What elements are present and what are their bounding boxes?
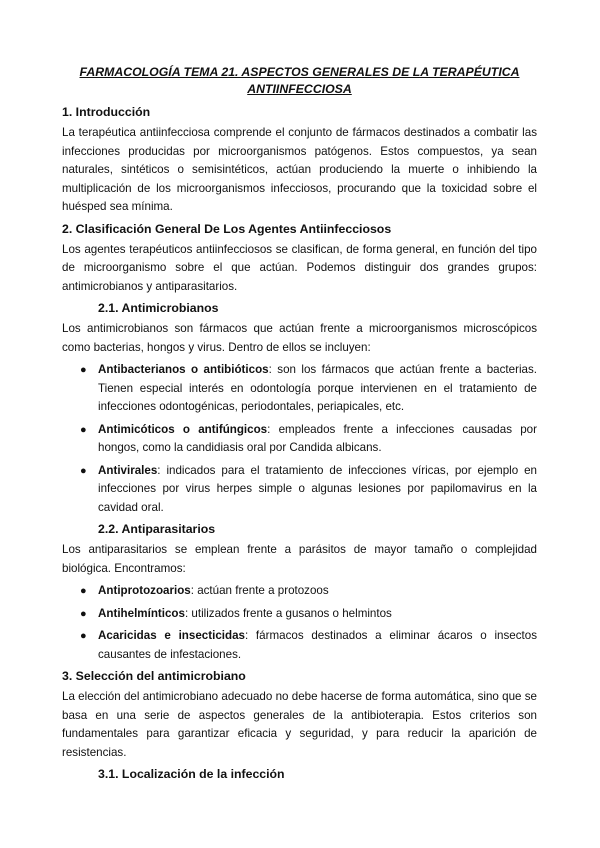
section-1-heading: 1. Introducción <box>62 105 151 119</box>
antimicrobial-list <box>62 361 537 517</box>
list-item <box>62 421 537 458</box>
list-item <box>62 361 537 417</box>
list-item-term: Antivirales <box>98 463 158 477</box>
list-item <box>62 605 537 624</box>
title-line-1: FARMACOLOGÍA TEMA 21. ASPECTOS GENERALES DE LA TERAPÉUTICA <box>79 65 520 79</box>
bullet-icon: ● <box>80 464 87 477</box>
list-item-desc: : actúan frente a protozoos <box>190 584 329 597</box>
list-item-desc: : fármacos destinados a eliminar ácaros o insectos causantes de infestaciones. <box>98 629 537 661</box>
list-item-term: Antimicóticos o antifúngicos <box>98 422 268 436</box>
list-item-desc: : empleados frente a infecciones causadas por hongos, como la candidiasis oral por Candida albicans. <box>98 422 537 454</box>
document-title <box>62 64 537 98</box>
list-item-desc: : utilizados frente a gusanos o helmintos <box>184 606 392 620</box>
section-2-paragraph: Los agentes terapéuticos antiinfecciosos se clasifican, de forma general, en función del tipo de microorganismo sobre el que actúan. Podemos distinguir dos grandes grupos: antimicrobianos y antiparasitarios. <box>62 242 537 293</box>
subsection-2-1-heading: 2.1. Antimicrobianos <box>98 301 219 315</box>
antiparasitic-list <box>62 582 537 664</box>
list-item <box>62 582 537 601</box>
section-3-heading: 3. Selección del antimicrobiano <box>62 669 246 683</box>
list-item <box>62 627 537 664</box>
subsection-2-2-heading: 2.2. Antiparasitarios <box>98 522 216 536</box>
bullet-icon: ● <box>80 585 87 597</box>
list-item-desc: : indicados para el tratamiento de infecciones víricas, por ejemplo en infecciones por virus herpes simple o algunas lesiones por papilomavirus en la cavidad oral. <box>98 463 537 514</box>
section-1-paragraph: La terapéutica antiinfecciosa comprende el conjunto de fármacos destinados a combatir las infecciones producidas por microorganismos patógenos. Estos compuestos, ya sean naturales, sintéticos o semisintéticos, actúan produciendo la muerte o inhibiendo la multiplicación de los microorganismos infecciosos, procurando que la toxicidad sobre el huésped sea mínima. <box>62 126 537 213</box>
bullet-icon: ● <box>80 423 87 436</box>
bullet-icon: ● <box>80 630 87 642</box>
list-item-term: Antihelmínticos <box>98 606 185 620</box>
document-page <box>62 64 537 786</box>
list-item-term: Acaricidas e insecticidas <box>98 629 245 642</box>
subsection-2-2-paragraph: Los antiparasitarios se emplean frente a parásitos de mayor tamaño o complejidad biológica. Encontramos: <box>62 543 537 575</box>
bullet-icon: ● <box>80 607 87 620</box>
subsection-2-1-paragraph: Los antimicrobianos son fármacos que actúan frente a microorganismos microscópicos como bacterias, hongos y virus. Dentro de ellos se incluyen: <box>62 322 537 354</box>
section-3-paragraph: La elección del antimicrobiano adecuado no debe hacerse de forma automática, sino que se basa en una serie de aspectos generales de la antibioterapia. Estos criterios son fundamentales para garantizar eficacia y seguridad, y para reducir la aparición de resistencias. <box>62 690 537 759</box>
list-item-term: Antibacterianos o antibióticos <box>98 363 269 376</box>
list-item <box>62 462 537 518</box>
list-item-term: Antiprotozoarios <box>98 584 191 597</box>
section-2-heading: 2. Clasificación General De Los Agentes Antiinfecciosos <box>62 221 392 236</box>
title-line-2: ANTIINFECCIOSA <box>247 82 352 96</box>
subsection-3-1-heading: 3.1. Localización de la infección <box>98 767 285 781</box>
list-item-desc: : son los fármacos que actúan frente a bacterias. Tienen especial interés en odontología porque intervienen en el tratamiento de infecciones odontogénicas, periodontales, periapicales, etc. <box>98 363 537 413</box>
bullet-icon: ● <box>80 364 87 376</box>
